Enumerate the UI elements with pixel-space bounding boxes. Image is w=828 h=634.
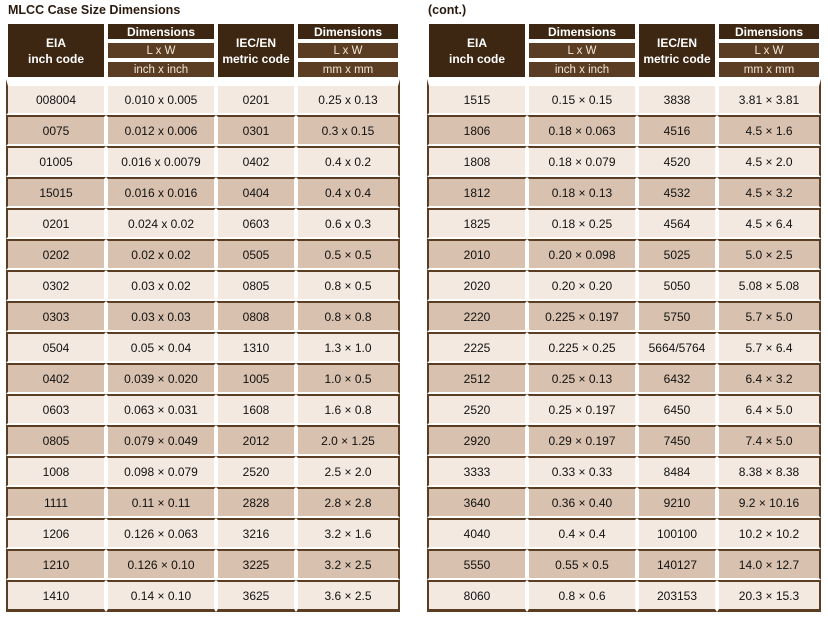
mm-dimensions-cell: 9.2 × 10.16 — [717, 487, 821, 518]
metric-code-cell: 203153 — [637, 580, 717, 612]
metric-code-cell: 8484 — [637, 456, 717, 487]
mm-dimensions-cell: 3.2 × 1.6 — [296, 518, 400, 549]
mm-dimensions-cell: 4.5 × 2.0 — [717, 146, 821, 177]
inch-dimensions-cell: 0.126 × 0.10 — [106, 549, 216, 580]
header-metric-code-label: metric code — [643, 51, 711, 66]
inch-dimensions-cell: 0.18 × 0.063 — [527, 115, 637, 146]
inch-dimensions-cell: 0.03 x 0.03 — [106, 301, 216, 332]
inch-dimensions-cell: 0.098 × 0.079 — [106, 456, 216, 487]
eia-code-cell: 1206 — [6, 518, 106, 549]
table-row — [427, 487, 821, 518]
inch-dimensions-cell: 0.126 × 0.063 — [106, 518, 216, 549]
inch-dimensions-cell: 0.8 × 0.6 — [527, 580, 637, 612]
mm-dimensions-cell: 2.8 × 2.8 — [296, 487, 400, 518]
metric-code-cell: 0404 — [216, 177, 296, 208]
eia-code-cell: 1806 — [427, 115, 527, 146]
inch-dimensions-cell: 0.225 × 0.25 — [527, 332, 637, 363]
header-dimensions-inch: Dimensions — [527, 22, 637, 41]
inch-dimensions-cell: 0.016 x 0.0079 — [106, 146, 216, 177]
table-row — [427, 146, 821, 177]
header-inch-code-label: inch code — [448, 51, 505, 66]
table-row — [427, 301, 821, 332]
inch-dimensions-cell: 0.36 × 0.40 — [527, 487, 637, 518]
table-row — [6, 208, 400, 239]
table-row — [427, 177, 821, 208]
mm-dimensions-cell: 14.0 × 12.7 — [717, 549, 821, 580]
eia-code-cell: 01005 — [6, 146, 106, 177]
mm-dimensions-cell: 0.3 x 0.15 — [296, 115, 400, 146]
metric-code-cell: 4532 — [637, 177, 717, 208]
metric-code-cell: 5050 — [637, 270, 717, 301]
inch-dimensions-cell: 0.079 × 0.049 — [106, 425, 216, 456]
inch-dimensions-cell: 0.33 × 0.33 — [527, 456, 637, 487]
mm-dimensions-cell: 6.4 × 3.2 — [717, 363, 821, 394]
table-row — [427, 79, 821, 115]
inch-dimensions-cell: 0.25 × 0.197 — [527, 394, 637, 425]
mm-dimensions-cell: 3.2 × 2.5 — [296, 549, 400, 580]
table-row — [6, 456, 400, 487]
table-row — [427, 239, 821, 270]
table-row — [6, 518, 400, 549]
inch-dimensions-cell: 0.039 × 0.020 — [106, 363, 216, 394]
eia-code-cell: 2020 — [427, 270, 527, 301]
table-body-left — [6, 79, 400, 612]
header-inch-code-label: inch code — [27, 51, 84, 66]
table-row — [6, 270, 400, 301]
header-unit-mm: mm x mm — [296, 60, 400, 79]
eia-code-cell: 1008 — [6, 456, 106, 487]
eia-code-cell: 1410 — [6, 580, 106, 612]
table-row — [6, 580, 400, 612]
eia-code-cell: 5550 — [427, 549, 527, 580]
table-body-right — [427, 79, 821, 612]
mm-dimensions-cell: 0.5 × 0.5 — [296, 239, 400, 270]
table-row — [6, 332, 400, 363]
mm-dimensions-cell: 2.0 × 1.25 — [296, 425, 400, 456]
inch-dimensions-cell: 0.29 × 0.197 — [527, 425, 637, 456]
inch-dimensions-cell: 0.016 x 0.016 — [106, 177, 216, 208]
table-row — [6, 425, 400, 456]
inch-dimensions-cell: 0.11 × 0.11 — [106, 487, 216, 518]
inch-dimensions-cell: 0.063 × 0.031 — [106, 394, 216, 425]
metric-code-cell: 4520 — [637, 146, 717, 177]
table-row — [6, 239, 400, 270]
mm-dimensions-cell: 0.4 x 0.2 — [296, 146, 400, 177]
table-row — [427, 456, 821, 487]
mm-dimensions-cell: 5.7 × 6.4 — [717, 332, 821, 363]
inch-dimensions-cell: 0.18 × 0.13 — [527, 177, 637, 208]
header-eia-label: EIA — [45, 35, 66, 50]
inch-dimensions-cell: 0.18 × 0.079 — [527, 146, 637, 177]
mm-dimensions-cell: 6.4 × 5.0 — [717, 394, 821, 425]
header-lxw-mm: L x W — [717, 41, 821, 60]
mm-dimensions-cell: 4.5 × 1.6 — [717, 115, 821, 146]
table-row — [427, 115, 821, 146]
metric-code-cell: 5664/5764 — [637, 332, 717, 363]
metric-code-cell: 3625 — [216, 580, 296, 612]
table-row — [6, 177, 400, 208]
mm-dimensions-cell: 5.08 × 5.08 — [717, 270, 821, 301]
table-caption-right: (cont.) — [428, 3, 467, 17]
table-row — [427, 549, 821, 580]
eia-code-cell: 2520 — [427, 394, 527, 425]
mm-dimensions-cell: 1.3 × 1.0 — [296, 332, 400, 363]
inch-dimensions-cell: 0.15 × 0.15 — [527, 79, 637, 115]
table-row — [6, 487, 400, 518]
metric-code-cell: 5750 — [637, 301, 717, 332]
metric-code-cell: 100100 — [637, 518, 717, 549]
metric-code-cell: 4516 — [637, 115, 717, 146]
inch-dimensions-cell: 0.225 × 0.197 — [527, 301, 637, 332]
metric-code-cell: 0201 — [216, 79, 296, 115]
header-metric-code-label: metric code — [222, 51, 290, 66]
eia-code-cell: 1825 — [427, 208, 527, 239]
inch-dimensions-cell: 0.010 x 0.005 — [106, 79, 216, 115]
eia-code-cell: 2512 — [427, 363, 527, 394]
metric-code-cell: 2012 — [216, 425, 296, 456]
inch-dimensions-cell: 0.25 × 0.13 — [527, 363, 637, 394]
header-dimensions-inch: Dimensions — [106, 22, 216, 41]
header-dimensions-mm: Dimensions — [717, 22, 821, 41]
inch-dimensions-cell: 0.02 x 0.02 — [106, 239, 216, 270]
inch-dimensions-cell: 0.14 × 0.10 — [106, 580, 216, 612]
header-iec-label: IEC/EN — [235, 35, 276, 50]
header-iec-metric-code — [216, 22, 296, 79]
eia-code-cell: 8060 — [427, 580, 527, 612]
inch-dimensions-cell: 0.20 × 0.098 — [527, 239, 637, 270]
metric-code-cell: 2828 — [216, 487, 296, 518]
mm-dimensions-cell: 3.6 × 2.5 — [296, 580, 400, 612]
eia-code-cell: 3333 — [427, 456, 527, 487]
table-row — [427, 580, 821, 612]
table-row — [427, 208, 821, 239]
header-iec-label: IEC/EN — [656, 35, 697, 50]
eia-code-cell: 008004 — [6, 79, 106, 115]
metric-code-cell: 6432 — [637, 363, 717, 394]
metric-code-cell: 1608 — [216, 394, 296, 425]
metric-code-cell: 3216 — [216, 518, 296, 549]
table-row — [6, 394, 400, 425]
eia-code-cell: 0201 — [6, 208, 106, 239]
header-eia-inch-code — [6, 22, 106, 79]
inch-dimensions-cell: 0.20 × 0.20 — [527, 270, 637, 301]
eia-code-cell: 0805 — [6, 425, 106, 456]
header-eia-label: EIA — [466, 35, 487, 50]
eia-code-cell: 4040 — [427, 518, 527, 549]
mm-dimensions-cell: 4.5 × 6.4 — [717, 208, 821, 239]
inch-dimensions-cell: 0.55 × 0.5 — [527, 549, 637, 580]
eia-code-cell: 0402 — [6, 363, 106, 394]
table-row — [6, 146, 400, 177]
eia-code-cell: 1210 — [6, 549, 106, 580]
eia-code-cell: 0504 — [6, 332, 106, 363]
metric-code-cell: 7450 — [637, 425, 717, 456]
mm-dimensions-cell: 3.81 × 3.81 — [717, 79, 821, 115]
eia-code-cell: 1111 — [6, 487, 106, 518]
header-dimensions-mm: Dimensions — [296, 22, 400, 41]
table-row — [427, 332, 821, 363]
inch-dimensions-cell: 0.024 x 0.02 — [106, 208, 216, 239]
eia-code-cell: 2920 — [427, 425, 527, 456]
metric-code-cell: 9210 — [637, 487, 717, 518]
metric-code-cell: 6450 — [637, 394, 717, 425]
eia-code-cell: 0075 — [6, 115, 106, 146]
mm-dimensions-cell: 0.8 × 0.5 — [296, 270, 400, 301]
metric-code-cell: 2520 — [216, 456, 296, 487]
metric-code-cell: 3225 — [216, 549, 296, 580]
header-lxw-inch: L x W — [527, 41, 637, 60]
inch-dimensions-cell: 0.012 x 0.006 — [106, 115, 216, 146]
mm-dimensions-cell: 20.3 × 15.3 — [717, 580, 821, 612]
eia-code-cell: 1515 — [427, 79, 527, 115]
mm-dimensions-cell: 1.0 × 0.5 — [296, 363, 400, 394]
mm-dimensions-cell: 0.25 x 0.13 — [296, 79, 400, 115]
metric-code-cell: 0808 — [216, 301, 296, 332]
table-row — [427, 425, 821, 456]
inch-dimensions-cell: 0.4 × 0.4 — [527, 518, 637, 549]
header-eia-inch-code — [427, 22, 527, 79]
metric-code-cell: 0402 — [216, 146, 296, 177]
table-row — [6, 301, 400, 332]
eia-code-cell: 0302 — [6, 270, 106, 301]
eia-code-cell: 2225 — [427, 332, 527, 363]
inch-dimensions-cell: 0.18 × 0.25 — [527, 208, 637, 239]
mm-dimensions-cell: 0.6 x 0.3 — [296, 208, 400, 239]
eia-code-cell: 15015 — [6, 177, 106, 208]
header-unit-inch: inch x inch — [106, 60, 216, 79]
mm-dimensions-cell: 4.5 × 3.2 — [717, 177, 821, 208]
table-row — [6, 549, 400, 580]
mm-dimensions-cell: 5.7 × 5.0 — [717, 301, 821, 332]
metric-code-cell: 4564 — [637, 208, 717, 239]
metric-code-cell: 1005 — [216, 363, 296, 394]
header-unit-mm: mm x mm — [717, 60, 821, 79]
metric-code-cell: 5025 — [637, 239, 717, 270]
eia-code-cell: 0202 — [6, 239, 106, 270]
table-row — [427, 363, 821, 394]
mm-dimensions-cell: 2.5 × 2.0 — [296, 456, 400, 487]
inch-dimensions-cell: 0.05 × 0.04 — [106, 332, 216, 363]
case-size-table-left — [6, 22, 400, 612]
eia-code-cell: 0303 — [6, 301, 106, 332]
case-size-table-right — [427, 22, 821, 612]
inch-dimensions-cell: 0.03 x 0.02 — [106, 270, 216, 301]
table-row — [6, 79, 400, 115]
mm-dimensions-cell: 0.4 x 0.4 — [296, 177, 400, 208]
header-lxw-inch: L x W — [106, 41, 216, 60]
mm-dimensions-cell: 10.2 × 10.2 — [717, 518, 821, 549]
metric-code-cell: 3838 — [637, 79, 717, 115]
metric-code-cell: 0805 — [216, 270, 296, 301]
eia-code-cell: 2220 — [427, 301, 527, 332]
metric-code-cell: 0301 — [216, 115, 296, 146]
eia-code-cell: 2010 — [427, 239, 527, 270]
table-row — [6, 115, 400, 146]
metric-code-cell: 1310 — [216, 332, 296, 363]
table-row — [427, 394, 821, 425]
mm-dimensions-cell: 8.38 × 8.38 — [717, 456, 821, 487]
mm-dimensions-cell: 5.0 × 2.5 — [717, 239, 821, 270]
metric-code-cell: 0603 — [216, 208, 296, 239]
mm-dimensions-cell: 1.6 × 0.8 — [296, 394, 400, 425]
eia-code-cell: 1812 — [427, 177, 527, 208]
header-unit-inch: inch x inch — [527, 60, 637, 79]
table-row — [6, 363, 400, 394]
eia-code-cell: 3640 — [427, 487, 527, 518]
eia-code-cell: 0603 — [6, 394, 106, 425]
table-caption-left: MLCC Case Size Dimensions — [8, 3, 181, 17]
table-row — [427, 270, 821, 301]
metric-code-cell: 0505 — [216, 239, 296, 270]
mm-dimensions-cell: 7.4 × 5.0 — [717, 425, 821, 456]
table-row — [427, 518, 821, 549]
header-iec-metric-code — [637, 22, 717, 79]
metric-code-cell: 140127 — [637, 549, 717, 580]
mm-dimensions-cell: 0.8 × 0.8 — [296, 301, 400, 332]
header-lxw-mm: L x W — [296, 41, 400, 60]
eia-code-cell: 1808 — [427, 146, 527, 177]
